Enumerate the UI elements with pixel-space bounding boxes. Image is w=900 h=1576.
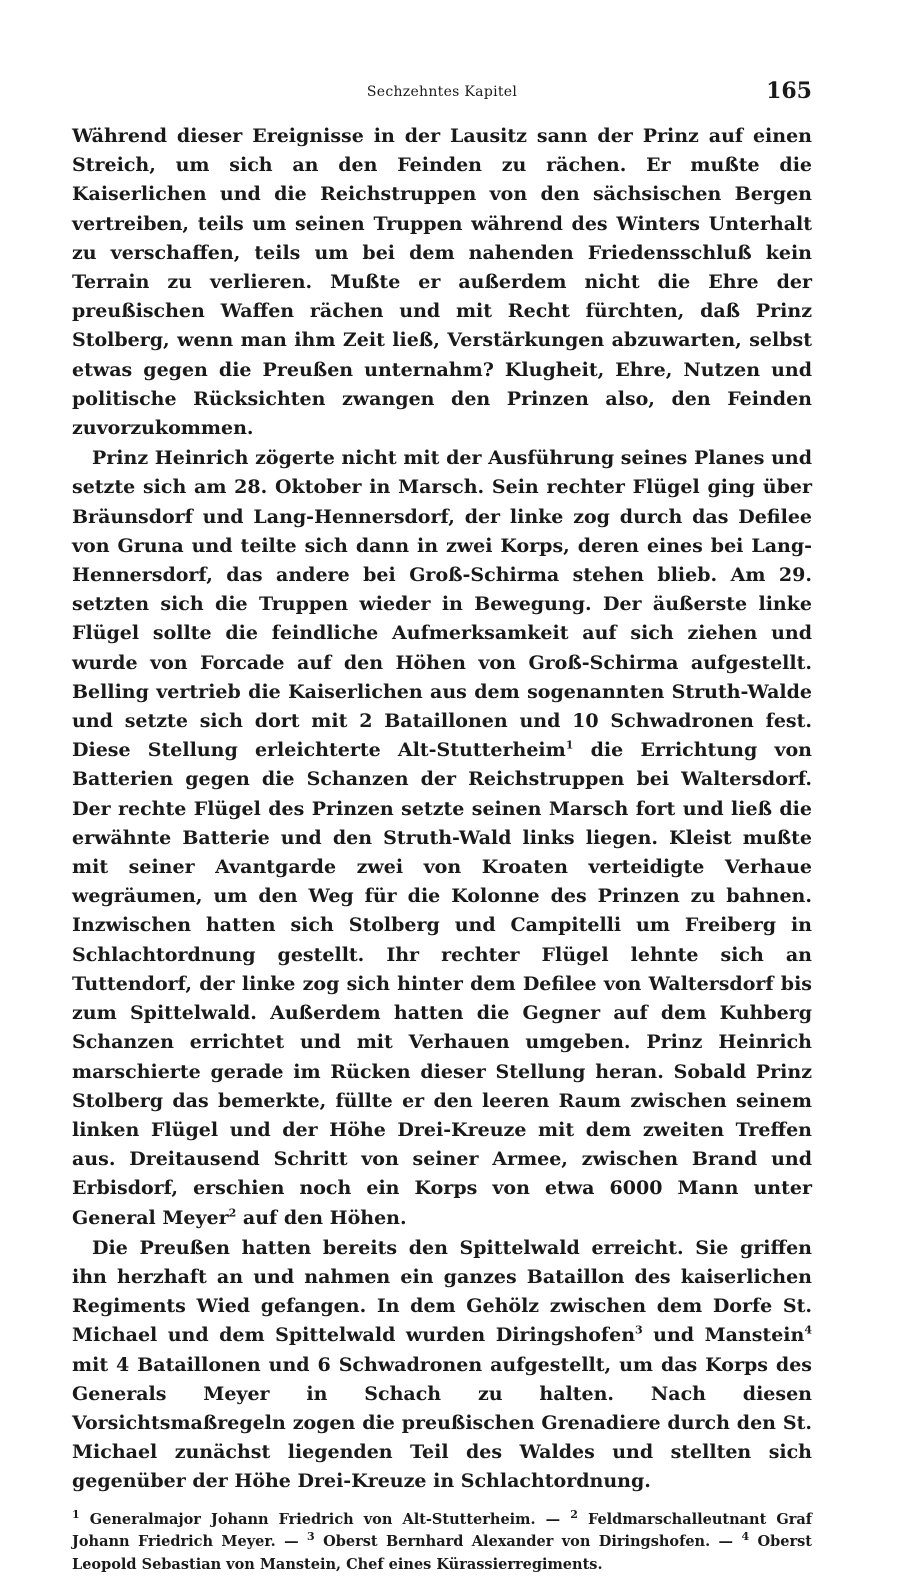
footnote-3: Oberst Bernhard Alexander von Diringshofen. — <box>314 1533 742 1551</box>
footnote-ref-2: 2 <box>228 1206 237 1220</box>
footnote-ref-1: 1 <box>565 738 574 752</box>
footnote-marker-4: 4 <box>741 1530 750 1544</box>
running-title: Sechzehntes Kapitel <box>366 84 518 100</box>
text-run: die Errichtung von Batterien gegen die Schanzen der Reichstruppen bei Waltersdorf. Der rechte Flügel des Prinzen setzte seinen Marsch fort und ließ die erwähnte Batterie und den Struth-Wald links liegen. Kleist mußte mit seiner Avantgarde zwei von Kroaten verteidigte Verhaue wegräumen, um den Weg für die Kolonne des Prinzen zu bahnen. Inzwischen hatten sich Stolberg und Campitelli um Freiberg in Schlachtordnung gestellt. Ihr rechter Flügel lehnte sich an Tuttendorf, der linke zog sich hinter dem Defilee von Waltersdorf bis zum Spittelwald. Außerdem hatten die Gegner auf dem Kuhberg Schanzen errichtet und mit Verhauen umgeben. Prinz Heinrich marschierte gerade im Rücken dieser Stellung heran. Sobald Prinz Stolberg das bemerkte, füllte er den leeren Raum zwischen seinem linken Flügel und der Höhe Drei-Kreuze mit dem zweiten Treffen aus. Dreitausend Schritt von seiner Armee, zwischen Brand und Erbisdorf, erschien noch ein Korps von etwa 6000 Mann unter General Meyer <box>72 739 812 1229</box>
text-run: und Manstein <box>642 1324 805 1347</box>
text-run: Während dieser Ereignisse in der Lausitz sann der Prinz auf einen Streich, um sich an den Feinden zu rächen. Er mußte die Kaiserlichen und die Reichstruppen von den sächsischen Bergen vertreiben, teils um seinen Truppen während des Winters Unterhalt zu verschaffen, teils um bei dem nahenden Friedensschluß kein Terrain zu verlieren. Mußte er außerdem nicht die Ehre der preußischen Waffen rächen und mit Recht fürchten, daß Prinz Stolberg, wenn man ihm Zeit ließ, Verstärkungen abzuwarten, selbst etwas gegen die Preußen unternahm? Klugheit, Ehre, Nutzen und politische Rücksichten zwangen den Prinzen also, den Feinden zuvorzukommen. <box>72 125 812 440</box>
footnote-marker-2: 2 <box>570 1507 578 1521</box>
body-text <box>72 122 812 1497</box>
book-page <box>72 78 812 1576</box>
footnote-ref-4: 4 <box>804 1324 812 1337</box>
page-number: 165 <box>766 78 812 104</box>
page-header <box>72 78 812 122</box>
footnote-marker-3: 3 <box>307 1530 315 1544</box>
text-run: Prinz Heinrich zögerte nicht mit der Ausführung seines Planes und setzte sich am 28. Oktober in Marsch. Sein rechter Flügel ging über Bräunsdorf und Lang-Hennersdorf, der linke zog durch das Defilee von Gruna und teilte sich dann in zwei Korps, deren eines bei Lang-Hennersdorf, das andere bei Groß-Schirma stehen blieb. Am 29. setzten sich die Truppen wieder in Bewegung. Der äußerste linke Flügel sollte die feindliche Aufmerksamkeit auf sich ziehen und wurde von Forcade auf den Höhen von Groß-Schirma aufgestellt. Belling vertrieb die Kaiserlichen aus dem sogenannten Struth-Walde und setzte sich dort mit 2 Bataillonen und 10 Schwadronen fest. Diese Stellung erleichterte Alt-Stutterheim <box>72 447 812 762</box>
text-run: Die Preußen hatten bereits den Spittelwald erreicht. Sie griffen ihn herzhaft an und nahmen ein ganzes Bataillon des kaiserlichen Regiments Wied gefangen. In dem Gehölz zwischen dem Dorfe St. Michael und dem Spittelwald wurden Diringshofen <box>72 1236 812 1347</box>
paragraph-2 <box>72 444 812 1232</box>
text-run: mit 4 Bataillonen und 6 Schwadronen aufgestellt, um das Korps des Generals Meyer in Schach zu halten. Nach diesen Vorsichtsmaßregeln zogen die preußischen Grenadiere durch den St. Michael zunächst liegenden Teil des Waldes und stellten sich gegenüber der Höhe Drei-Kreuze in Schlachtordnung. <box>72 1353 812 1493</box>
paragraph-1 <box>72 122 812 443</box>
footnote-1: Generalmajor Johann Friedrich von Alt-Stutterheim. — <box>79 1510 571 1528</box>
footnote-4: Oberst Leopold Sebastian von Manstein, Chef eines Kürassierregiments. <box>72 1533 812 1573</box>
footnote-ref-3: 3 <box>635 1324 643 1337</box>
paragraph-3 <box>72 1234 812 1497</box>
footnote-text <box>72 1509 812 1576</box>
footnote-marker-1: 1 <box>72 1507 80 1521</box>
footnote-2: Feldmarschalleutnant Graf Johann Friedrich Meyer. — <box>72 1510 813 1551</box>
footnotes <box>72 1509 812 1576</box>
text-run: auf den Höhen. <box>236 1206 407 1229</box>
